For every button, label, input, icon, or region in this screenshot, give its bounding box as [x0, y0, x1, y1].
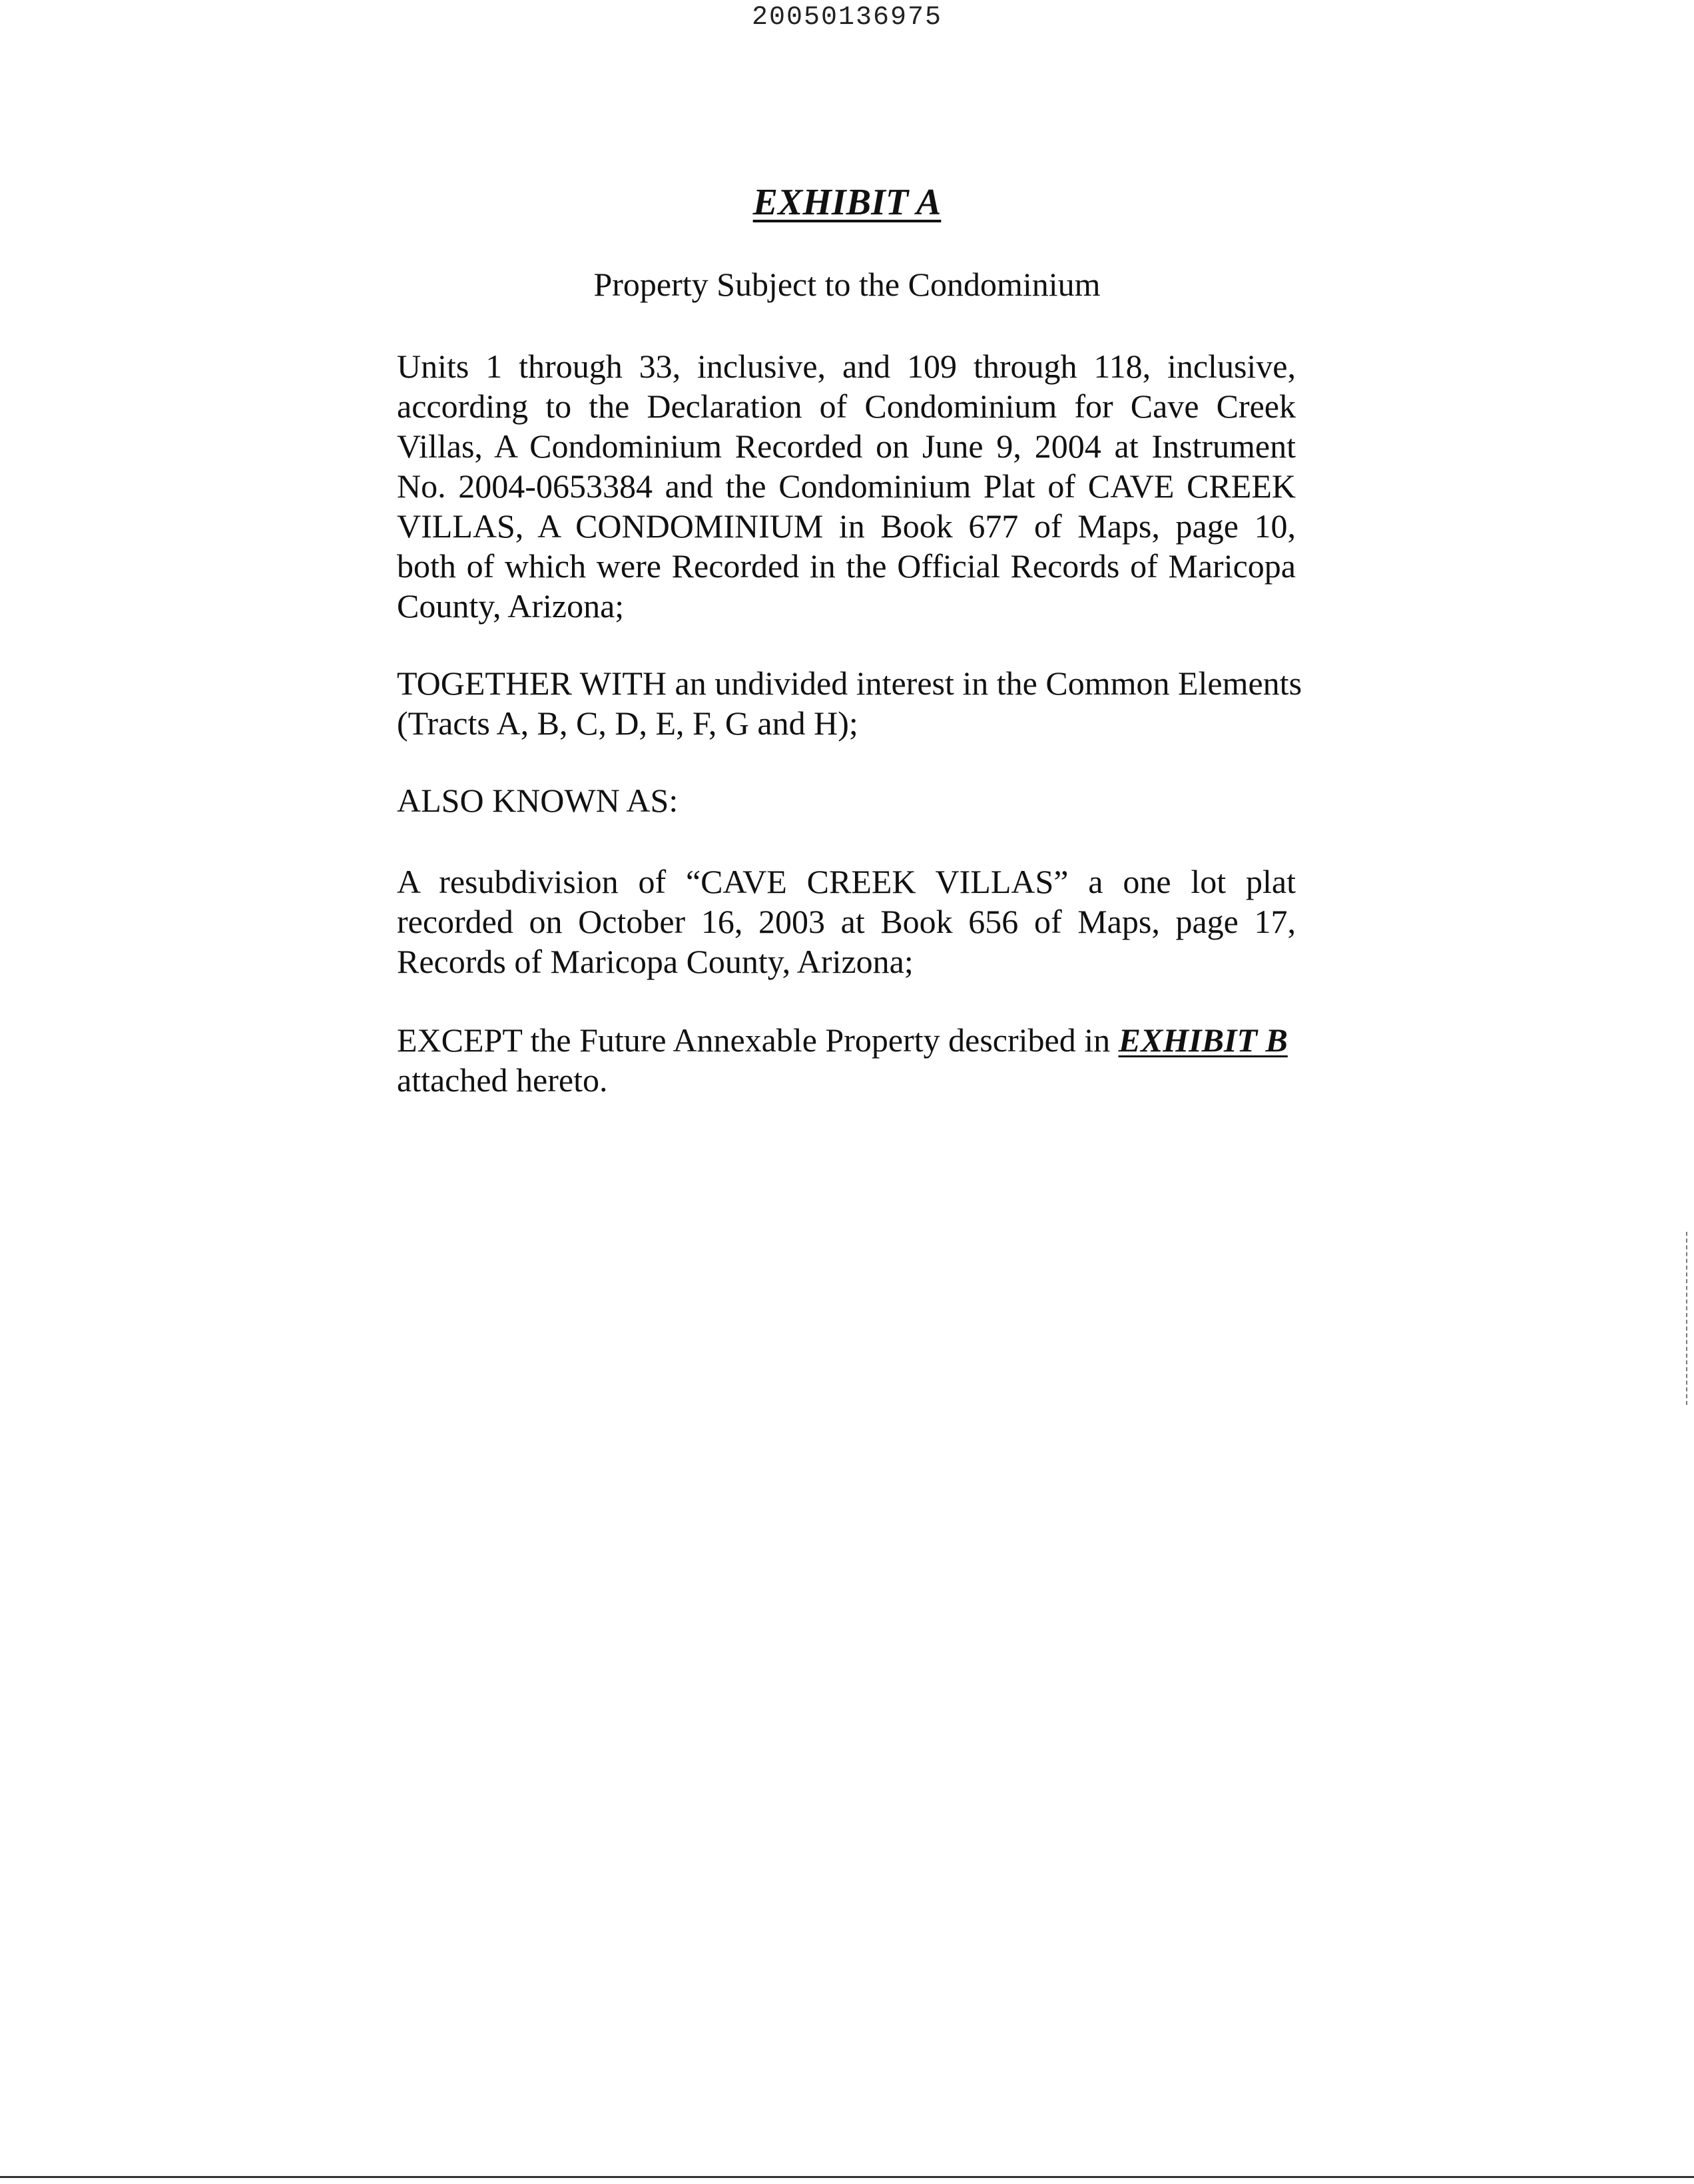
together-with-paragraph — [397, 663, 1302, 743]
exhibit-title: EXHIBIT A — [752, 182, 942, 223]
exhibit-b-reference: EXHIBIT B — [1118, 1021, 1288, 1059]
recording-number: 20050136975 — [751, 3, 943, 33]
resubdivision-text: A resubdivision of “CAVE CREEK VILLAS” a one lot plat recorded on October 16, 2003 at Book 656 of Maps, page 17, Records of Maricopa County, Arizona; — [397, 863, 1296, 980]
units-paragraph-text: Units 1 through 33, inclusive, and 109 through 118, inclusive, according to the Declaration of Condominium for Cave Creek Villas, A Condominium Recorded on June 9, 2004 at Instrument No. 2004-0653384 and the Condominium Plat of CAVE CREEK VILLAS, A CONDOMINIUM in Book 677 of Maps, page 10, both of which were Recorded in the Official Records of Maricopa County, Arizona; — [397, 348, 1296, 625]
together-with-text: TOGETHER WITH an undivided interest in the Common Elements (Tracts A, B, C, D, E, F, G and H); — [397, 665, 1302, 742]
units-paragraph — [397, 346, 1302, 626]
scan-margin-mark — [1686, 1232, 1689, 1405]
also-known-as-paragraph — [397, 780, 1302, 820]
except-paragraph — [397, 1020, 1302, 1100]
also-known-as-text: ALSO KNOWN AS: — [397, 782, 679, 819]
except-text — [397, 1020, 1309, 1100]
except-suffix: attached hereto. — [397, 1061, 608, 1099]
bottom-edge-rule — [0, 2176, 1694, 2178]
resubdivision-paragraph — [397, 862, 1302, 981]
exhibit-subtitle: Property Subject to the Condominium — [593, 266, 1101, 303]
except-prefix: EXCEPT the Future Annexable Property described in — [397, 1021, 1111, 1059]
